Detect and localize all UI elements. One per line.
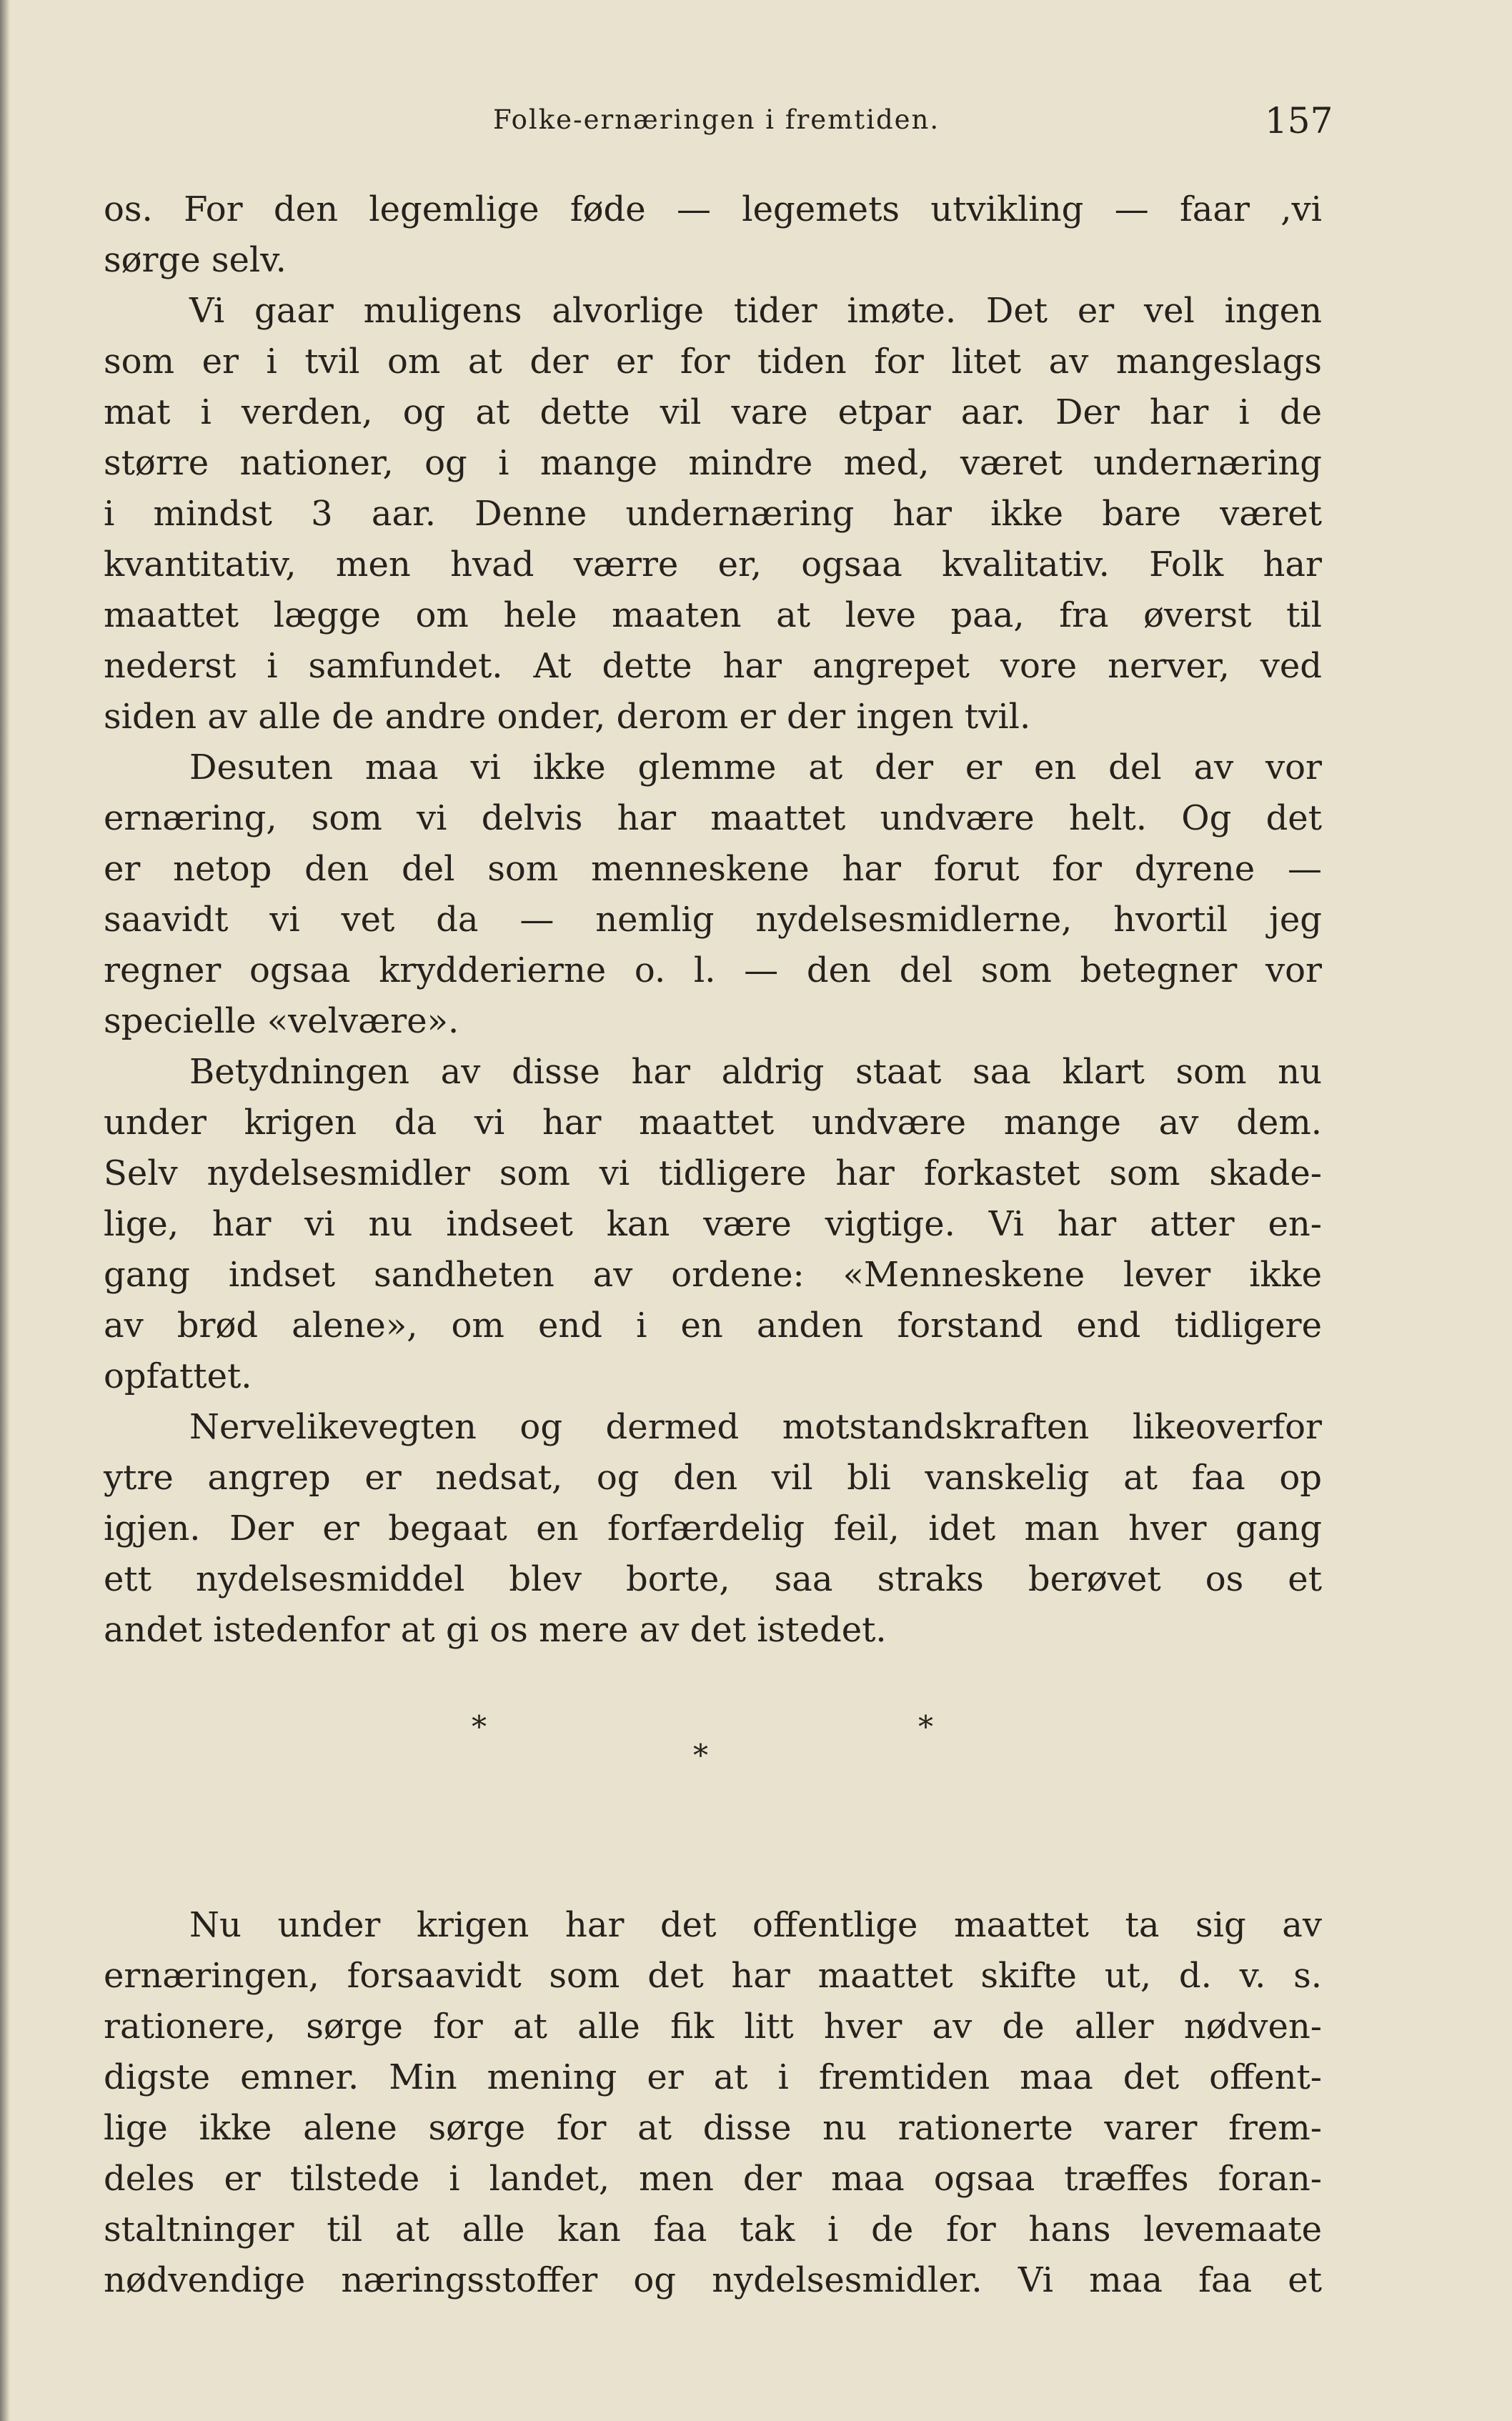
text-line: Nu under krigen har det offentlige maattet ta sig av: [189, 1905, 1322, 1945]
text-line: ytre angrep er nedsat, og den vil bli vanskelig at faa op: [104, 1458, 1322, 1498]
separator-asterisk: *: [693, 1738, 708, 1773]
text-line: digste emner. Min mening er at i fremtiden maa det offent-: [104, 2057, 1322, 2097]
text-line: lige, har vi nu indseet kan være vigtige. Vi har atter en-: [104, 1204, 1322, 1244]
section-separator: [0, 1709, 1512, 1788]
text-line: specielle «velvære».: [104, 1001, 459, 1041]
running-title: Folke-ernæringen i fremtiden.: [493, 104, 940, 135]
body-text: [104, 184, 1322, 2306]
text-line: er netop den del som menneskene har forut for dyrene —: [104, 849, 1322, 889]
text-line: i mindst 3 aar. Denne undernæring har ikke bare været: [104, 494, 1322, 534]
text-line: Desuten maa vi ikke glemme at der er en del av vor: [189, 747, 1322, 787]
page-number: 157: [1265, 100, 1333, 141]
text-line: lige ikke alene sørge for at disse nu rationerte varer frem-: [104, 2108, 1322, 2148]
text-line: deles er tilstede i landet, men der maa ogsaa træffes foran-: [104, 2159, 1322, 2199]
separator-asterisk: *: [918, 1709, 933, 1744]
text-line: Nervelikevegten og dermed motstandskraften likeoverfor: [189, 1407, 1322, 1447]
text-line: av brød alene», om end i en anden forstand end tidligere: [104, 1306, 1322, 1346]
text-line: mat i verden, og at dette vil vare etpar aar. Der har i de: [104, 392, 1322, 432]
text-line: saavidt vi vet da — nemlig nydelsesmidlerne, hvortil jeg: [104, 900, 1322, 940]
text-line: maattet lægge om hele maaten at leve paa, fra øverst til: [104, 595, 1322, 635]
text-line: nødvendige næringsstoffer og nydelsesmidler. Vi maa faa et: [104, 2260, 1322, 2300]
text-line: os. For den legemlige føde — legemets utvikling — faar ,vi: [104, 189, 1322, 229]
text-line: igjen. Der er begaat en forfærdelig feil, idet man hver gang: [104, 1508, 1322, 1548]
text-line: ernæringen, forsaavidt som det har maattet skifte ut, d. v. s.: [104, 1956, 1322, 1996]
text-line: under krigen da vi har maattet undvære mange av dem.: [104, 1103, 1322, 1143]
page-binding-edge: [0, 0, 10, 2421]
text-line: rationere, sørge for at alle fik litt hver av de aller nødven-: [104, 2007, 1322, 2047]
text-line: andet istedenfor at gi os mere av det istedet.: [104, 1610, 887, 1650]
text-line: sørge selv.: [104, 240, 287, 280]
text-line: Selv nydelsesmidler som vi tidligere har forkastet som skade-: [104, 1153, 1322, 1193]
separator-asterisk: *: [472, 1709, 487, 1744]
text-line: ernæring, som vi delvis har maattet undvære helt. Og det: [104, 798, 1322, 838]
text-line: Betydningen av disse har aldrig staat saa klart som nu: [189, 1052, 1322, 1092]
text-line: staltninger til at alle kan faa tak i de for hans levemaate: [104, 2209, 1322, 2250]
page-header: [0, 100, 1512, 150]
text-line: opfattet.: [104, 1356, 252, 1396]
text-line: ett nydelsesmiddel blev borte, saa straks berøvet os et: [104, 1559, 1322, 1599]
text-line: Vi gaar muligens alvorlige tider imøte. Det er vel ingen: [189, 291, 1322, 331]
text-line: som er i tvil om at der er for tiden for litet av mangeslags: [104, 342, 1322, 382]
text-line: nederst i samfundet. At dette har angrepet vore nerver, ved: [104, 646, 1322, 686]
text-line: regner ogsaa krydderierne o. l. — den del som betegner vor: [104, 950, 1322, 990]
text-line: kvantitativ, men hvad værre er, ogsaa kvalitativ. Folk har: [104, 545, 1322, 585]
text-line: større nationer, og i mange mindre med, været undernæring: [104, 443, 1322, 483]
text-line: siden av alle de andre onder, derom er der ingen tvil.: [104, 697, 1031, 737]
text-line: gang indset sandheten av ordene: «Menneskene lever ikke: [104, 1255, 1322, 1295]
